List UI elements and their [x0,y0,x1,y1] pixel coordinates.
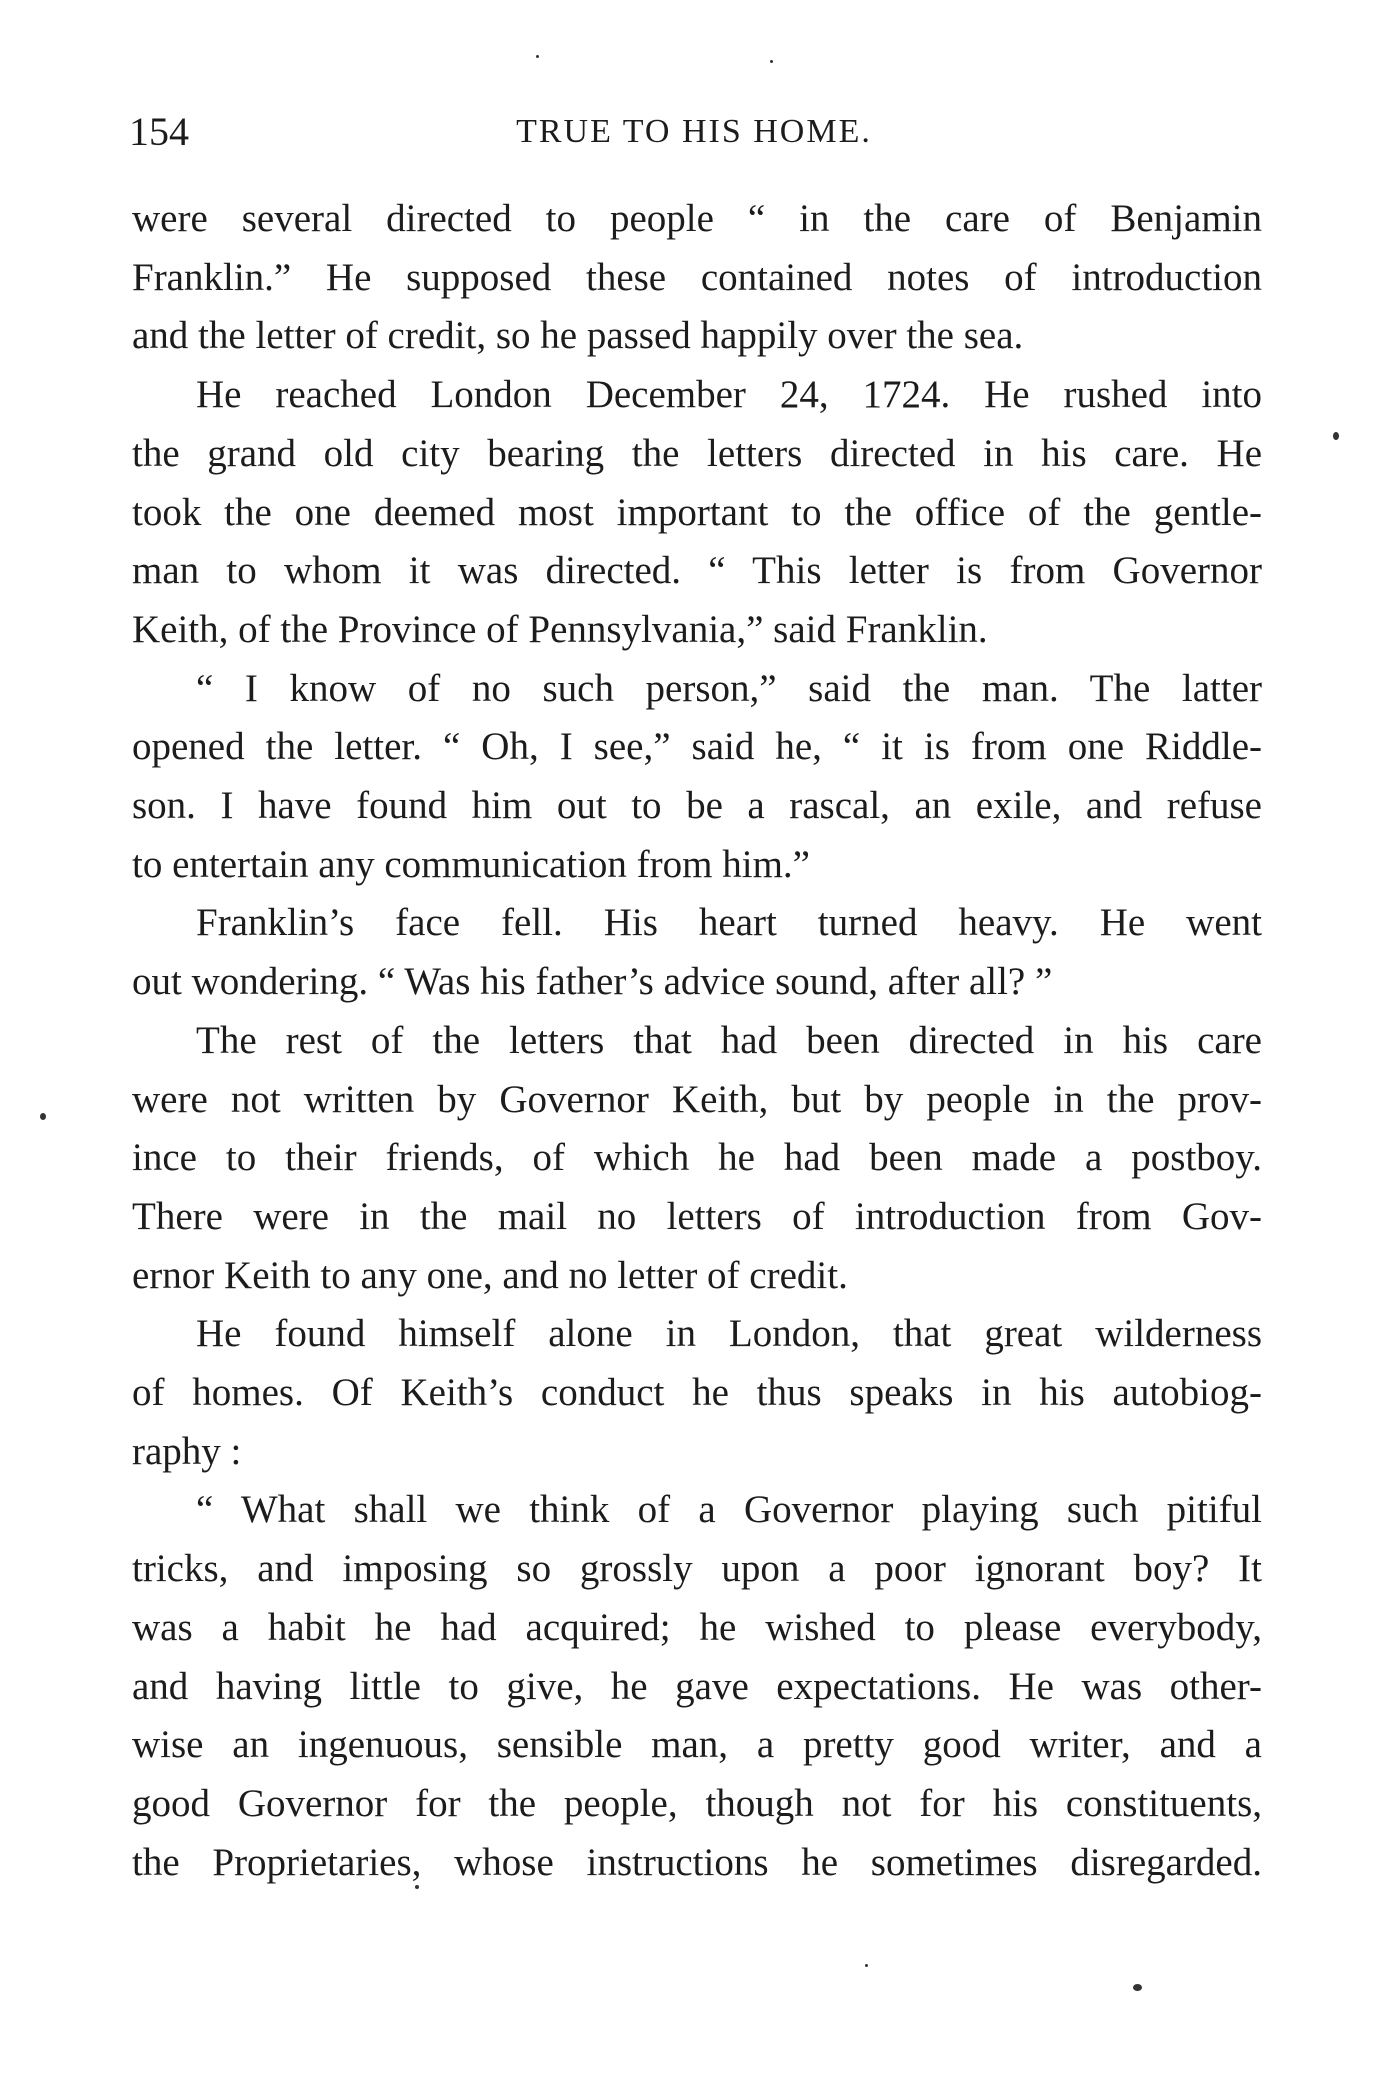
text-line: Keith, of the Province of Pennsylvania,” said Franklin. [132,607,988,651]
body-text [132,190,1262,1892]
scan-speck [40,1113,46,1120]
text-line: son. I have found him out to be a rascal, an exile, and refuse [132,784,1262,828]
paragraph-6 [132,1305,1262,1481]
text-line: the Proprietaries, whose instructions he sometimes disregarded. [132,1840,1262,1884]
text-line: was a habit he had acquired; he wished to please everybody, [132,1605,1262,1649]
paragraph-7-quotation [132,1481,1262,1892]
scan-speck [536,55,539,58]
paragraph-3 [132,660,1262,895]
text-line: good Governor for the people, though not for his constituents, [132,1781,1262,1825]
scan-speck [1133,1984,1142,1991]
text-line: He reached London December 24, 1724. He rushed into [196,373,1262,417]
text-line: wise an ingenuous, sensible man, a pretty good writer, and a [132,1723,1262,1767]
page-number: 154 [129,109,189,154]
text-line: There were in the mail no letters of introduction from Gov- [132,1194,1262,1238]
text-line: raphy : [132,1429,242,1473]
text-line: out wondering. “ Was his father’s advice sound, after all? ” [132,960,1053,1004]
text-line: “ I know of no such person,” said the man. The latter [196,666,1262,710]
paragraph-5 [132,1012,1262,1306]
text-line: Franklin’s face fell. His heart turned heavy. He went [196,901,1262,945]
text-line: were not written by Governor Keith, but by people in the prov- [132,1077,1262,1121]
text-line: The rest of the letters that had been directed in his care [196,1018,1262,1062]
text-line: “ What shall we think of a Governor playing such pitiful [196,1488,1262,1532]
text-line: the grand old city bearing the letters directed in his care. He [132,431,1262,475]
text-line: Franklin.” He supposed these contained notes of introduction [132,255,1262,299]
scan-speck [1333,432,1339,440]
text-line: man to whom it was directed. “ This letter is from Governor [132,549,1262,593]
scan-speck [415,1885,419,1889]
text-line: of homes. Of Keith’s conduct he thus speaks in his autobiog- [132,1371,1262,1415]
text-line: ernor Keith to any one, and no letter of credit. [132,1253,848,1297]
running-head: TRUE TO HIS HOME. [516,113,872,150]
scan-speck [770,60,773,63]
text-line: tricks, and imposing so grossly upon a poor ignorant boy? It [132,1547,1262,1591]
text-line: He found himself alone in London, that great wilderness [196,1312,1262,1356]
text-line: to entertain any communication from him.” [132,842,810,886]
text-line: opened the letter. “ Oh, I see,” said he, “ it is from one Riddle- [132,725,1262,769]
text-line: and having little to give, he gave expectations. He was other- [132,1664,1262,1708]
text-line: took the one deemed most important to the office of the gentle- [132,490,1262,534]
paragraph-1 [132,190,1262,366]
scan-speck [865,1964,868,1967]
text-line: were several directed to people “ in the care of Benjamin [132,197,1262,240]
text-line: and the letter of credit, so he passed happily over the sea. [132,314,1024,358]
text-line: ince to their friends, of which he had been made a postboy. [132,1136,1262,1180]
paragraph-2 [132,366,1262,660]
paragraph-4 [132,894,1262,1011]
